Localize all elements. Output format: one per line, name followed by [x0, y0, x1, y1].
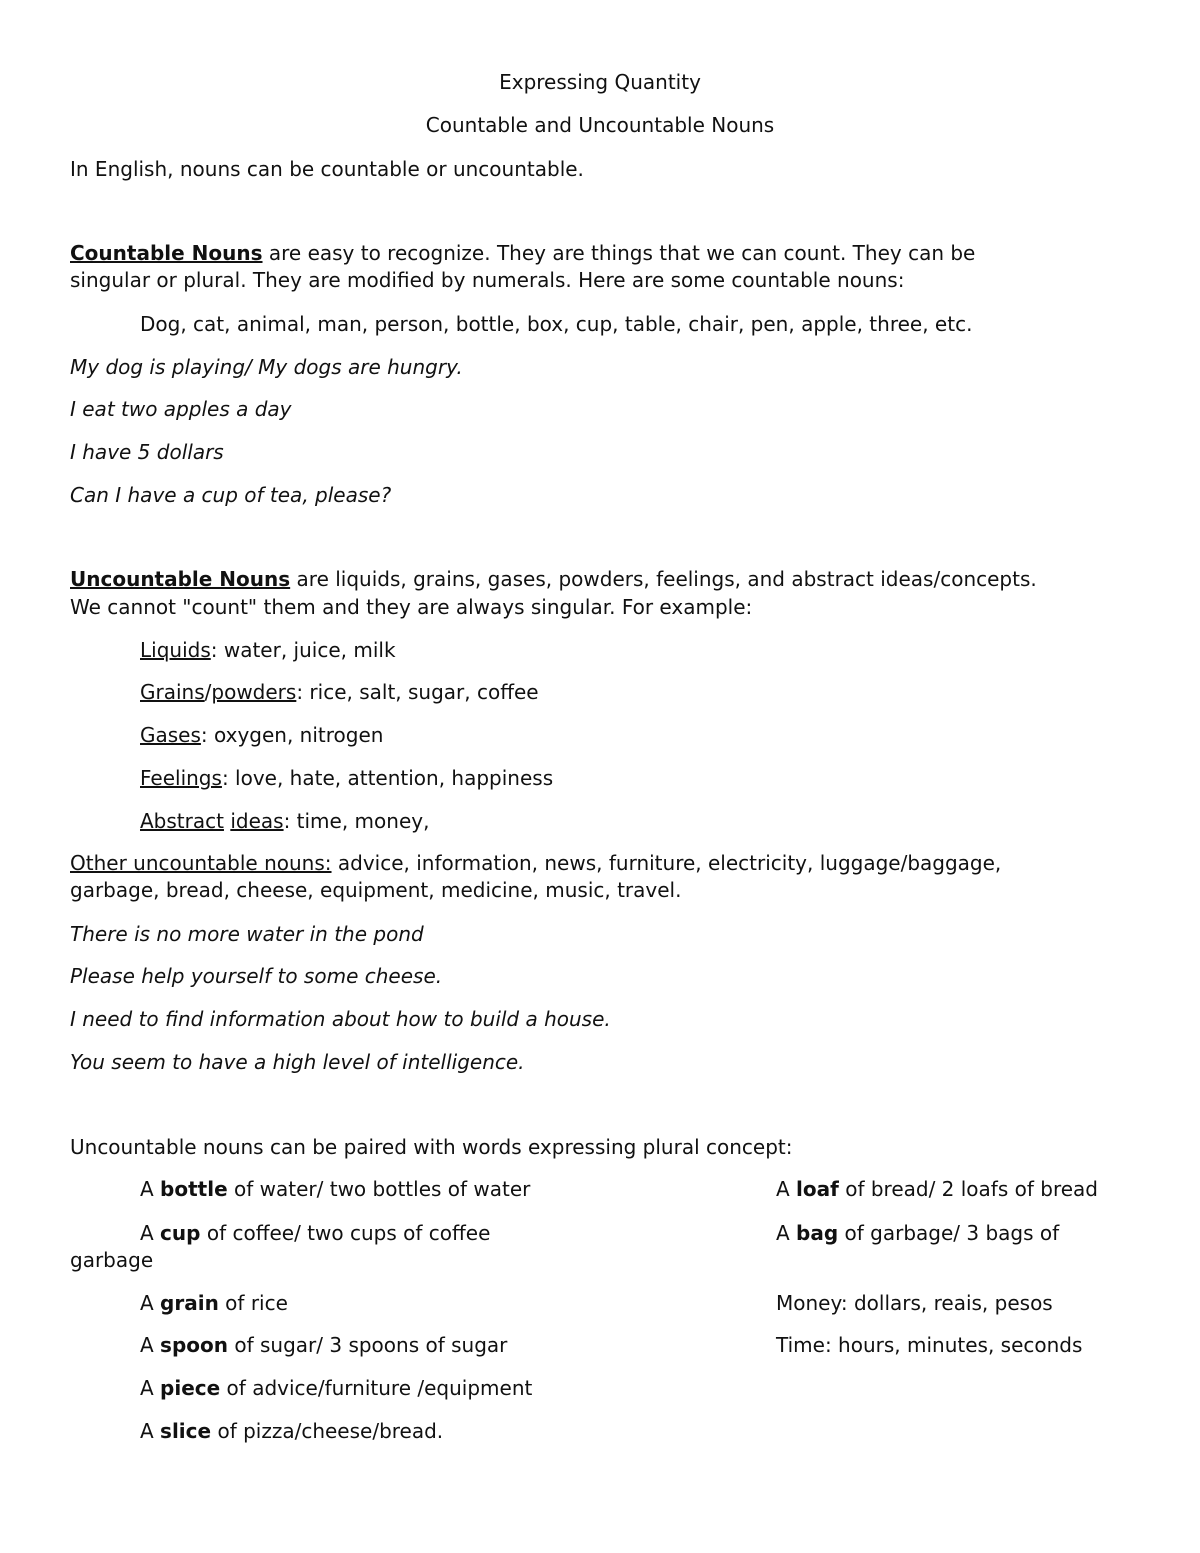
uncountable-paragraph-line1	[70, 566, 1037, 593]
category-label: Liquids	[140, 638, 211, 662]
uncountable-text-1: are liquids, grains, gases, powders, feelings, and abstract ideas/concepts.	[290, 567, 1037, 591]
phrase-rest: of rice	[218, 1291, 288, 1315]
category-items: : oxygen, nitrogen	[200, 723, 384, 747]
phrase-rest: of water/ two bottles of water	[227, 1177, 531, 1201]
uncountable-example: I need to find information about how to build a house.	[70, 1007, 611, 1031]
countable-example: I have 5 dollars	[70, 440, 224, 464]
phrase-rest: of sugar/ 3 spoons of sugar	[228, 1333, 508, 1357]
category-label: ideas	[230, 809, 284, 833]
other-uncountable-text: advice, information, news, furniture, electricity, luggage/baggage,	[331, 851, 1002, 875]
article: A	[140, 1376, 161, 1400]
countable-paragraph-line1	[70, 240, 975, 267]
phrase-rest: of bread/ 2 loafs of bread	[838, 1177, 1098, 1201]
countable-text-1: are easy to recognize. They are things that we can count. They can be	[262, 241, 976, 265]
article: A	[140, 1333, 161, 1357]
category-grains-powders	[140, 679, 539, 706]
uncountable-example: There is no more water in the pond	[70, 922, 424, 946]
paired-item-right	[776, 1220, 1059, 1247]
phrase-rest: of garbage/ 3 bags of	[838, 1221, 1060, 1245]
countable-list: Dog, cat, animal, man, person, bottle, box, cup, table, chair, pen, apple, three, etc.	[140, 312, 973, 336]
paired-item-left	[140, 1332, 507, 1359]
other-uncountable-line1	[70, 850, 1001, 877]
paired-item-left	[140, 1375, 532, 1402]
category-label: Grains	[140, 680, 205, 704]
unit-word: cup	[160, 1221, 201, 1245]
phrase-rest: of coffee/ two cups of coffee	[200, 1221, 491, 1245]
paired-item-left	[140, 1220, 490, 1247]
category-liquids	[140, 637, 396, 664]
unit-word: grain	[160, 1291, 219, 1315]
unit-word: loaf	[796, 1177, 839, 1201]
category-label: Gases	[140, 723, 201, 747]
article: A	[140, 1177, 161, 1201]
phrase-rest: of advice/furniture /equipment	[220, 1376, 533, 1400]
uncountable-term: Uncountable Nouns	[70, 567, 291, 591]
other-uncountable-line2: garbage, bread, cheese, equipment, medicine, music, travel.	[70, 878, 682, 902]
article: A	[776, 1177, 797, 1201]
unit-word: bag	[796, 1221, 839, 1245]
countable-term: Countable Nouns	[70, 241, 263, 265]
paired-intro: Uncountable nouns can be paired with words expressing plural concept:	[70, 1135, 793, 1159]
countable-paragraph-line2: singular or plural. They are modified by numerals. Here are some countable nouns:	[70, 268, 905, 292]
paired-item-right	[776, 1176, 1098, 1203]
category-feelings	[140, 765, 553, 792]
category-label-separator: /	[204, 680, 212, 704]
category-items: : love, hate, attention, happiness	[221, 766, 554, 790]
paired-item-right: Money: dollars, reais, pesos	[776, 1291, 1053, 1315]
unit-word: slice	[160, 1419, 212, 1443]
category-items: : time, money,	[283, 809, 430, 833]
document-subtitle: Countable and Uncountable Nouns	[425, 113, 775, 137]
document-title: Expressing Quantity	[499, 70, 701, 94]
uncountable-example: Please help yourself to some cheese.	[70, 964, 443, 988]
paired-item-left	[140, 1290, 288, 1317]
unit-word: piece	[160, 1376, 221, 1400]
category-abstract-ideas	[140, 808, 429, 835]
article: A	[140, 1291, 161, 1315]
category-items: : water, juice, milk	[210, 638, 396, 662]
phrase-rest: of pizza/cheese/bread.	[211, 1419, 444, 1443]
other-uncountable-label: Other uncountable nouns:	[70, 851, 332, 875]
article: A	[776, 1221, 797, 1245]
intro-text: In English, nouns can be countable or uncountable.	[70, 157, 584, 181]
paired-wrap-text: garbage	[70, 1248, 154, 1272]
countable-example: My dog is playing/ My dogs are hungry.	[70, 355, 463, 379]
countable-example: Can I have a cup of tea, please?	[70, 483, 392, 507]
uncountable-example: You seem to have a high level of intelligence.	[70, 1050, 525, 1074]
paired-item-left	[140, 1418, 443, 1445]
category-items: : rice, salt, sugar, coffee	[296, 680, 539, 704]
article: A	[140, 1419, 161, 1443]
unit-word: spoon	[160, 1333, 228, 1357]
article: A	[140, 1221, 161, 1245]
uncountable-paragraph-line2: We cannot "count" them and they are always singular. For example:	[70, 595, 753, 619]
paired-item-right: Time: hours, minutes, seconds	[776, 1333, 1083, 1357]
category-label: powders	[211, 680, 297, 704]
category-label: Feelings	[140, 766, 222, 790]
unit-word: bottle	[160, 1177, 228, 1201]
paired-item-left	[140, 1176, 530, 1203]
category-label: Abstract	[140, 809, 224, 833]
countable-example: I eat two apples a day	[70, 397, 292, 421]
category-gases	[140, 722, 383, 749]
